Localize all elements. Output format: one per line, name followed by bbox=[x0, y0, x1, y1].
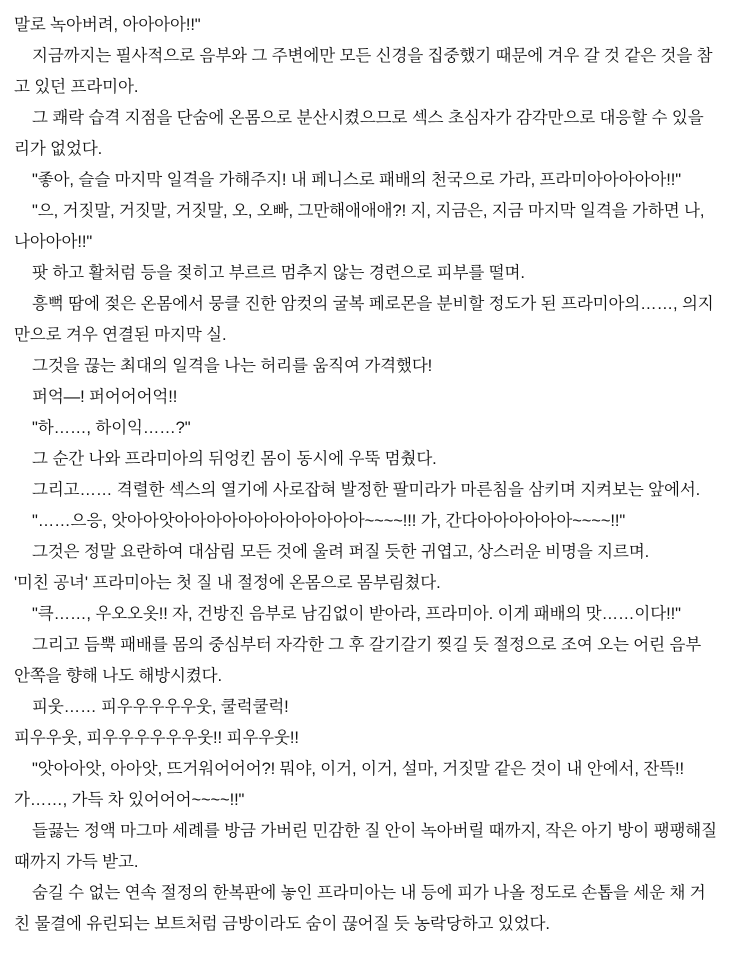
paragraph: 퍼억—! 퍼어어어억!! bbox=[32, 388, 178, 406]
paragraph: 숨길 수 없는 연속 절정의 한복판에 놓인 프라미아는 내 등에 피가 나올 정도로 손톱을 세운 채 거친 물결에 유린되는 보트처럼 금방이라도 숨이 끊어질 듯 농락당하고 있었다. bbox=[14, 884, 706, 933]
paragraph: 피웃…… 피우우우우우웃, 쿨럭쿨럭! bbox=[32, 698, 289, 716]
paragraph: "좋아, 슬슬 마지막 일격을 가해주지! 내 페니스로 패배의 천국으로 가라, 프라미아아아아아!!" bbox=[32, 171, 681, 189]
paragraph: 흥뻑 땀에 젖은 온몸에서 뭉클 진한 암컷의 굴복 페로몬을 분비할 정도가 된 프라미아의……, 의지만으로 겨우 연결된 마지막 실. bbox=[14, 295, 714, 344]
paragraph: "하……, 하이익……?" bbox=[32, 419, 191, 437]
paragraph: 그것을 끊는 최대의 일격을 나는 허리를 움직여 가격했다! bbox=[32, 357, 433, 375]
paragraph: 피우우웃, 피우우우우우우웃!! 피우우웃!! bbox=[14, 729, 299, 747]
paragraph: "앗아아앗, 아아앗, 뜨거워어어어?! 뭐야, 이거, 이거, 설마, 거짓말 같은 것이 내 안에서, 잔뜩!! 가……, 가득 차 있어어어~~~~!!" bbox=[14, 760, 685, 809]
paragraph: "……으응, 앗아아앗아아아아아아아아아아아아~~~~!!! 가, 간다아아아아아아~~~~!!" bbox=[32, 512, 626, 530]
paragraph: "으, 거짓말, 거짓말, 거짓말, 오, 오빠, 그만해애애애?! 지, 지금은, 지금 마지막 일격을 가하면 나, 나아아아!!" bbox=[14, 202, 705, 251]
paragraph: 그리고…… 격렬한 섹스의 열기에 사로잡혀 발정한 팔미라가 마른침을 삼키며 지켜보는 앞에서. bbox=[32, 481, 701, 499]
paragraph: "큭……, 우오오옷!! 자, 건방진 음부로 남김없이 받아라, 프라미아. 이게 패배의 맛……이다!!" bbox=[32, 605, 681, 623]
paragraph: 들끓는 정액 마그마 세례를 방금 가버린 민감한 질 안이 녹아버릴 때까지, 작은 아기 방이 팽팽해질 때까지 가득 받고. bbox=[14, 822, 717, 871]
paragraph: 말로 녹아버려, 아아아아!!" bbox=[14, 16, 201, 34]
paragraph: 그 쾌락 습격 지점을 단숨에 온몸으로 분산시켰으므로 섹스 초심자가 감각만으로 대응할 수 있을 리가 없었다. bbox=[14, 109, 704, 158]
paragraph: 팟 하고 활처럼 등을 젖히고 부르르 멈추지 않는 경련으로 피부를 떨며. bbox=[32, 264, 525, 282]
document-body bbox=[14, 10, 718, 940]
paragraph: 그것은 정말 요란하여 대삼림 모든 것에 울려 퍼질 듯한 귀엽고, 상스러운 비명을 지르며. bbox=[32, 543, 650, 561]
paragraph: 그리고 듬뿍 패배를 몸의 중심부터 자각한 그 후 갈기갈기 찢길 듯 절정으로 조여 오는 어린 음부 안쪽을 향해 나도 해방시켰다. bbox=[14, 636, 702, 685]
paragraph: 그 순간 나와 프라미아의 뒤엉킨 몸이 동시에 우뚝 멈췄다. bbox=[32, 450, 437, 468]
paragraph: 지금까지는 필사적으로 음부와 그 주변에만 모든 신경을 집중했기 때문에 겨우 갈 것 같은 것을 참고 있던 프라미아. bbox=[14, 47, 713, 96]
paragraph: '미친 공녀' 프라미아는 첫 질 내 절정에 온몸으로 몸부림쳤다. bbox=[14, 574, 441, 592]
